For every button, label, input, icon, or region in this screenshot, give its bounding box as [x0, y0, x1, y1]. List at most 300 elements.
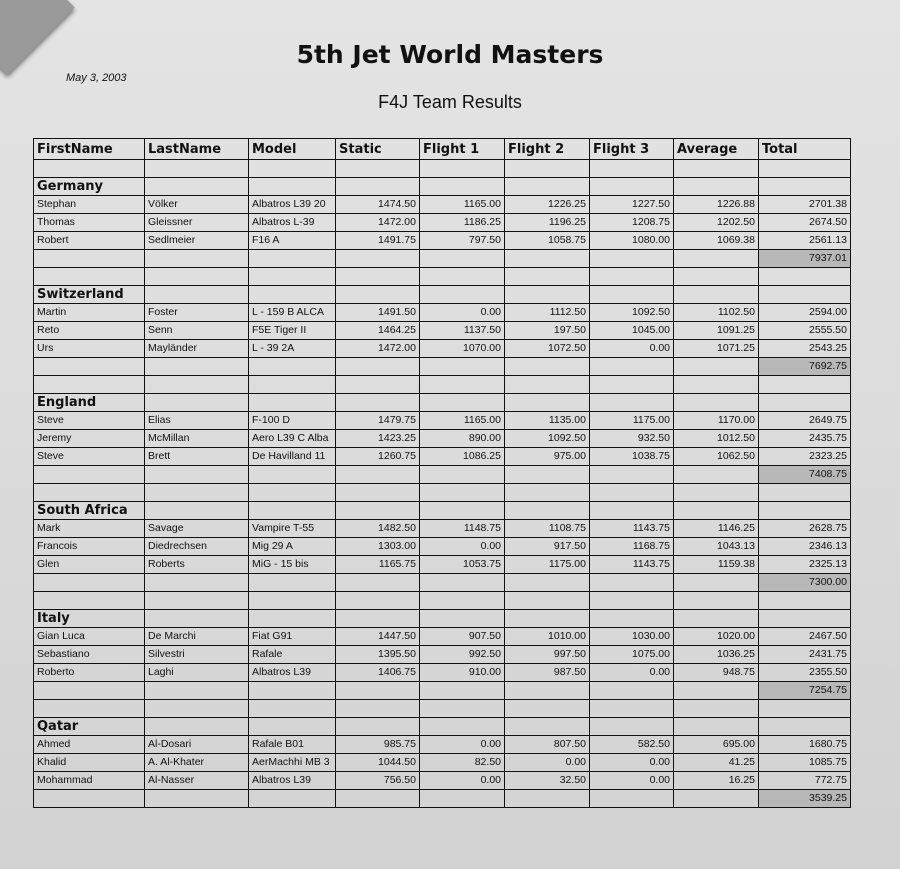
empty-cell: [420, 358, 505, 376]
total-cell: 2649.75: [759, 412, 851, 430]
model-cell: L - 39 2A: [249, 340, 336, 358]
country-name: Italy: [34, 610, 145, 628]
average-cell: 1159.38: [674, 556, 759, 574]
static-cell: 1482.50: [336, 520, 420, 538]
team-total-cell: 7408.75: [759, 466, 851, 484]
empty-cell: [249, 700, 336, 718]
empty-cell: [145, 574, 249, 592]
flight-1-cell: 1148.75: [420, 520, 505, 538]
empty-cell: [505, 484, 590, 502]
pilot-row: [34, 664, 851, 682]
flight-2-cell: 1010.00: [505, 628, 590, 646]
lastname-cell: Mayländer: [145, 340, 249, 358]
team-total-row: [34, 466, 851, 484]
empty-cell: [590, 178, 674, 196]
lastname-cell: Laghi: [145, 664, 249, 682]
average-cell: 1226.88: [674, 196, 759, 214]
pilot-row: [34, 196, 851, 214]
column-header-firstname: FirstName: [34, 139, 145, 160]
lastname-cell: Senn: [145, 322, 249, 340]
pilot-row: [34, 538, 851, 556]
empty-cell: [336, 394, 420, 412]
empty-cell: [420, 592, 505, 610]
empty-cell: [590, 160, 674, 178]
empty-cell: [145, 358, 249, 376]
empty-cell: [336, 358, 420, 376]
empty-cell: [145, 466, 249, 484]
empty-cell: [674, 682, 759, 700]
flight-1-cell: 0.00: [420, 304, 505, 322]
static-cell: 1474.50: [336, 196, 420, 214]
empty-cell: [145, 178, 249, 196]
flight-2-cell: 1058.75: [505, 232, 590, 250]
empty-cell: [336, 286, 420, 304]
empty-cell: [505, 268, 590, 286]
empty-cell: [674, 160, 759, 178]
model-cell: Mig 29 A: [249, 538, 336, 556]
total-cell: 2431.75: [759, 646, 851, 664]
empty-cell: [336, 682, 420, 700]
empty-cell: [145, 592, 249, 610]
flight-3-cell: 0.00: [590, 340, 674, 358]
static-cell: 1479.75: [336, 412, 420, 430]
static-cell: 1491.50: [336, 304, 420, 322]
empty-cell: [249, 376, 336, 394]
header-row: [34, 139, 851, 160]
empty-cell: [145, 700, 249, 718]
empty-cell: [590, 394, 674, 412]
model-cell: AerMachhi MB 3: [249, 754, 336, 772]
empty-cell: [590, 286, 674, 304]
static-cell: 1491.75: [336, 232, 420, 250]
flight-2-cell: 975.00: [505, 448, 590, 466]
flight-2-cell: 1092.50: [505, 430, 590, 448]
empty-cell: [34, 466, 145, 484]
model-cell: Fiat G91: [249, 628, 336, 646]
flight-2-cell: 1072.50: [505, 340, 590, 358]
empty-cell: [759, 286, 851, 304]
empty-cell: [590, 682, 674, 700]
spacer-row: [34, 700, 851, 718]
column-header-total: Total: [759, 139, 851, 160]
country-row: [34, 502, 851, 520]
team-total-cell: 3539.25: [759, 790, 851, 808]
lastname-cell: Völker: [145, 196, 249, 214]
team-total-row: [34, 250, 851, 268]
firstname-cell: Glen: [34, 556, 145, 574]
total-cell: 2355.50: [759, 664, 851, 682]
empty-cell: [420, 466, 505, 484]
empty-cell: [505, 394, 590, 412]
firstname-cell: Urs: [34, 340, 145, 358]
empty-cell: [674, 610, 759, 628]
empty-cell: [249, 574, 336, 592]
country-row: [34, 610, 851, 628]
model-cell: L - 159 B ALCA: [249, 304, 336, 322]
country-name: Qatar: [34, 718, 145, 736]
empty-cell: [336, 790, 420, 808]
lastname-cell: Al-Nasser: [145, 772, 249, 790]
static-cell: 1406.75: [336, 664, 420, 682]
flight-1-cell: 890.00: [420, 430, 505, 448]
team-total-row: [34, 682, 851, 700]
static-cell: 985.75: [336, 736, 420, 754]
empty-cell: [505, 160, 590, 178]
lastname-cell: Al-Dosari: [145, 736, 249, 754]
empty-cell: [420, 484, 505, 502]
empty-cell: [759, 610, 851, 628]
empty-cell: [674, 286, 759, 304]
model-cell: F16 A: [249, 232, 336, 250]
flight-3-cell: 1075.00: [590, 646, 674, 664]
firstname-cell: Stephan: [34, 196, 145, 214]
spacer-row: [34, 376, 851, 394]
empty-cell: [674, 178, 759, 196]
flight-3-cell: 582.50: [590, 736, 674, 754]
firstname-cell: Robert: [34, 232, 145, 250]
empty-cell: [505, 502, 590, 520]
firstname-cell: Gian Luca: [34, 628, 145, 646]
empty-cell: [420, 394, 505, 412]
flight-3-cell: 1168.75: [590, 538, 674, 556]
empty-cell: [249, 790, 336, 808]
country-row: [34, 286, 851, 304]
flight-1-cell: 1086.25: [420, 448, 505, 466]
total-cell: 2323.25: [759, 448, 851, 466]
team-total-cell: 7300.00: [759, 574, 851, 592]
average-cell: 41.25: [674, 754, 759, 772]
empty-cell: [590, 610, 674, 628]
firstname-cell: Martin: [34, 304, 145, 322]
firstname-cell: Thomas: [34, 214, 145, 232]
static-cell: 1303.00: [336, 538, 420, 556]
average-cell: 1020.00: [674, 628, 759, 646]
total-cell: 772.75: [759, 772, 851, 790]
spacer-row: [34, 592, 851, 610]
lastname-cell: Gleissner: [145, 214, 249, 232]
lastname-cell: Diedrechsen: [145, 538, 249, 556]
static-cell: 1395.50: [336, 646, 420, 664]
empty-cell: [145, 484, 249, 502]
empty-cell: [249, 592, 336, 610]
team-total-row: [34, 574, 851, 592]
empty-cell: [674, 700, 759, 718]
flight-2-cell: 1108.75: [505, 520, 590, 538]
empty-cell: [505, 718, 590, 736]
model-cell: Albatros L-39: [249, 214, 336, 232]
country-name: South Africa: [34, 502, 145, 520]
average-cell: 1036.25: [674, 646, 759, 664]
results-body: [34, 160, 851, 808]
total-cell: 2346.13: [759, 538, 851, 556]
pilot-row: [34, 772, 851, 790]
model-cell: Albatros L39 20: [249, 196, 336, 214]
pilot-row: [34, 214, 851, 232]
empty-cell: [34, 484, 145, 502]
total-cell: 2325.13: [759, 556, 851, 574]
pilot-row: [34, 322, 851, 340]
average-cell: 1091.25: [674, 322, 759, 340]
column-header-model: Model: [249, 139, 336, 160]
empty-cell: [34, 160, 145, 178]
empty-cell: [34, 592, 145, 610]
total-cell: 1085.75: [759, 754, 851, 772]
flight-3-cell: 1045.00: [590, 322, 674, 340]
document-subtitle: F4J Team Results: [378, 92, 522, 112]
empty-cell: [674, 790, 759, 808]
pilot-row: [34, 448, 851, 466]
empty-cell: [590, 592, 674, 610]
empty-cell: [420, 502, 505, 520]
empty-cell: [590, 358, 674, 376]
static-cell: 1260.75: [336, 448, 420, 466]
empty-cell: [336, 250, 420, 268]
country-row: [34, 394, 851, 412]
document-date: May 3, 2003: [66, 72, 127, 84]
empty-cell: [590, 376, 674, 394]
firstname-cell: Steve: [34, 412, 145, 430]
empty-cell: [674, 358, 759, 376]
empty-cell: [145, 790, 249, 808]
empty-cell: [590, 268, 674, 286]
empty-cell: [505, 466, 590, 484]
model-cell: F-100 D: [249, 412, 336, 430]
flight-2-cell: 987.50: [505, 664, 590, 682]
team-total-cell: 7937.01: [759, 250, 851, 268]
empty-cell: [674, 376, 759, 394]
empty-cell: [420, 286, 505, 304]
empty-cell: [759, 592, 851, 610]
pilot-row: [34, 430, 851, 448]
empty-cell: [674, 574, 759, 592]
firstname-cell: Khalid: [34, 754, 145, 772]
pilot-row: [34, 628, 851, 646]
model-cell: F5E Tiger II: [249, 322, 336, 340]
flight-3-cell: 0.00: [590, 664, 674, 682]
pilot-row: [34, 232, 851, 250]
model-cell: Rafale: [249, 646, 336, 664]
empty-cell: [420, 250, 505, 268]
flight-1-cell: 82.50: [420, 754, 505, 772]
flight-3-cell: 0.00: [590, 754, 674, 772]
pilot-row: [34, 340, 851, 358]
average-cell: 1170.00: [674, 412, 759, 430]
country-name: England: [34, 394, 145, 412]
empty-cell: [34, 700, 145, 718]
empty-cell: [590, 502, 674, 520]
total-cell: 2674.50: [759, 214, 851, 232]
total-cell: 2561.13: [759, 232, 851, 250]
flight-3-cell: 1080.00: [590, 232, 674, 250]
empty-cell: [145, 682, 249, 700]
flight-2-cell: 807.50: [505, 736, 590, 754]
empty-cell: [420, 718, 505, 736]
flight-2-cell: 1226.25: [505, 196, 590, 214]
empty-cell: [249, 718, 336, 736]
firstname-cell: Mohammad: [34, 772, 145, 790]
flight-3-cell: 1208.75: [590, 214, 674, 232]
empty-cell: [590, 718, 674, 736]
flight-1-cell: 1053.75: [420, 556, 505, 574]
static-cell: 1447.50: [336, 628, 420, 646]
flight-1-cell: 907.50: [420, 628, 505, 646]
lastname-cell: De Marchi: [145, 628, 249, 646]
pilot-row: [34, 304, 851, 322]
empty-cell: [420, 682, 505, 700]
country-row: [34, 718, 851, 736]
firstname-cell: Steve: [34, 448, 145, 466]
column-header-flight-1: Flight 1: [420, 139, 505, 160]
empty-cell: [145, 286, 249, 304]
empty-cell: [674, 484, 759, 502]
flight-3-cell: 1038.75: [590, 448, 674, 466]
total-cell: 2467.50: [759, 628, 851, 646]
country-name: Germany: [34, 178, 145, 196]
average-cell: 1071.25: [674, 340, 759, 358]
pilot-row: [34, 412, 851, 430]
empty-cell: [249, 250, 336, 268]
empty-cell: [34, 376, 145, 394]
flight-3-cell: 1143.75: [590, 520, 674, 538]
empty-cell: [590, 574, 674, 592]
empty-cell: [34, 682, 145, 700]
flight-3-cell: 932.50: [590, 430, 674, 448]
empty-cell: [420, 376, 505, 394]
flight-2-cell: 1135.00: [505, 412, 590, 430]
firstname-cell: Sebastiano: [34, 646, 145, 664]
spacer-row: [34, 484, 851, 502]
empty-cell: [505, 358, 590, 376]
flight-3-cell: 1227.50: [590, 196, 674, 214]
document-title: 5th Jet World Masters: [296, 40, 604, 69]
empty-cell: [674, 466, 759, 484]
empty-cell: [420, 178, 505, 196]
flight-3-cell: 1030.00: [590, 628, 674, 646]
total-cell: 2628.75: [759, 520, 851, 538]
empty-cell: [505, 592, 590, 610]
flight-1-cell: 0.00: [420, 772, 505, 790]
empty-cell: [505, 376, 590, 394]
empty-cell: [420, 700, 505, 718]
empty-cell: [249, 286, 336, 304]
empty-cell: [590, 250, 674, 268]
model-cell: Albatros L39: [249, 772, 336, 790]
empty-cell: [145, 160, 249, 178]
empty-cell: [336, 160, 420, 178]
empty-cell: [249, 610, 336, 628]
static-cell: 1472.00: [336, 214, 420, 232]
static-cell: 1464.25: [336, 322, 420, 340]
empty-cell: [674, 502, 759, 520]
empty-cell: [249, 160, 336, 178]
average-cell: 1012.50: [674, 430, 759, 448]
empty-cell: [145, 394, 249, 412]
column-header-flight-2: Flight 2: [505, 139, 590, 160]
results-table: [33, 138, 851, 808]
pilot-row: [34, 754, 851, 772]
column-header-lastname: LastName: [145, 139, 249, 160]
static-cell: 1472.00: [336, 340, 420, 358]
model-cell: Albatros L39: [249, 664, 336, 682]
empty-cell: [759, 394, 851, 412]
empty-cell: [249, 466, 336, 484]
empty-cell: [759, 502, 851, 520]
empty-cell: [249, 394, 336, 412]
empty-cell: [420, 790, 505, 808]
flight-2-cell: 997.50: [505, 646, 590, 664]
empty-cell: [34, 790, 145, 808]
flight-2-cell: 197.50: [505, 322, 590, 340]
total-cell: 2435.75: [759, 430, 851, 448]
empty-cell: [336, 466, 420, 484]
empty-cell: [336, 574, 420, 592]
firstname-cell: Mark: [34, 520, 145, 538]
flight-1-cell: 1070.00: [420, 340, 505, 358]
average-cell: 1069.38: [674, 232, 759, 250]
spacer-row: [34, 160, 851, 178]
empty-cell: [336, 502, 420, 520]
empty-cell: [34, 268, 145, 286]
empty-cell: [145, 268, 249, 286]
empty-cell: [420, 574, 505, 592]
flight-1-cell: 992.50: [420, 646, 505, 664]
pilot-row: [34, 556, 851, 574]
empty-cell: [336, 484, 420, 502]
average-cell: 1102.50: [674, 304, 759, 322]
empty-cell: [145, 502, 249, 520]
empty-cell: [759, 700, 851, 718]
empty-cell: [505, 286, 590, 304]
flight-2-cell: 1196.25: [505, 214, 590, 232]
empty-cell: [145, 718, 249, 736]
firstname-cell: Reto: [34, 322, 145, 340]
average-cell: 1062.50: [674, 448, 759, 466]
average-cell: 1202.50: [674, 214, 759, 232]
empty-cell: [759, 484, 851, 502]
total-cell: 2701.38: [759, 196, 851, 214]
empty-cell: [759, 376, 851, 394]
team-total-row: [34, 358, 851, 376]
empty-cell: [505, 682, 590, 700]
model-cell: Rafale B01: [249, 736, 336, 754]
empty-cell: [505, 178, 590, 196]
empty-cell: [420, 610, 505, 628]
flight-1-cell: 0.00: [420, 736, 505, 754]
flight-1-cell: 1165.00: [420, 196, 505, 214]
lastname-cell: Roberts: [145, 556, 249, 574]
flight-2-cell: 32.50: [505, 772, 590, 790]
empty-cell: [249, 358, 336, 376]
flight-3-cell: 1143.75: [590, 556, 674, 574]
lastname-cell: Silvestri: [145, 646, 249, 664]
static-cell: 1165.75: [336, 556, 420, 574]
empty-cell: [674, 268, 759, 286]
static-cell: 756.50: [336, 772, 420, 790]
empty-cell: [145, 610, 249, 628]
empty-cell: [674, 394, 759, 412]
average-cell: 1146.25: [674, 520, 759, 538]
empty-cell: [336, 718, 420, 736]
model-cell: MiG - 15 bis: [249, 556, 336, 574]
empty-cell: [590, 700, 674, 718]
lastname-cell: McMillan: [145, 430, 249, 448]
model-cell: De Havilland 11: [249, 448, 336, 466]
column-header-average: Average: [674, 139, 759, 160]
firstname-cell: Ahmed: [34, 736, 145, 754]
flight-2-cell: 1175.00: [505, 556, 590, 574]
flight-1-cell: 910.00: [420, 664, 505, 682]
empty-cell: [336, 592, 420, 610]
